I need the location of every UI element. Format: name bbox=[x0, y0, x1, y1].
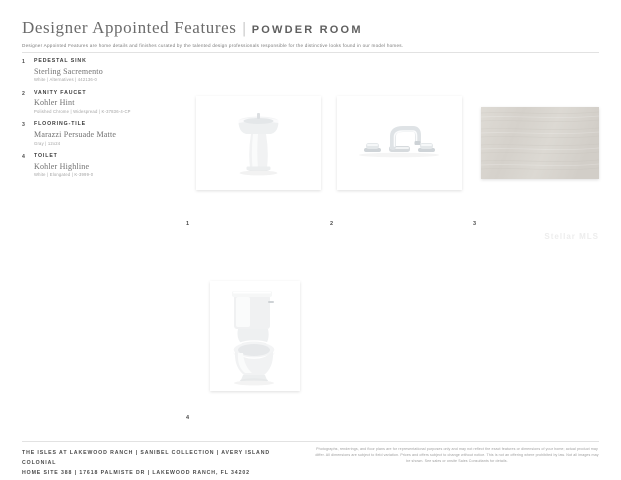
toilet-photo bbox=[210, 281, 300, 391]
tile-texture bbox=[481, 107, 599, 179]
page-title-sub: POWDER ROOM bbox=[251, 24, 363, 36]
image-label-1: 1 bbox=[186, 221, 190, 227]
image-label-3: 3 bbox=[473, 221, 477, 227]
page-header bbox=[22, 18, 599, 49]
page-title bbox=[22, 18, 599, 38]
pedestal-sink-illustration bbox=[196, 96, 321, 190]
legend-category: TOILET bbox=[34, 153, 58, 160]
feature-legend bbox=[22, 58, 174, 185]
legend-number: 3 bbox=[22, 122, 25, 129]
legend-number: 2 bbox=[22, 90, 25, 97]
legend-product-description: White | Alternatives | 442136-0 bbox=[34, 77, 98, 83]
legend-product-description: White | Elongated | K-3999-0 bbox=[34, 172, 94, 178]
vanity-faucet-illustration bbox=[337, 96, 462, 190]
list-item bbox=[22, 121, 174, 147]
list-item bbox=[22, 153, 174, 179]
legend-product-name: Kohler Hint bbox=[34, 98, 75, 108]
legend-product-name: Kohler Highline bbox=[34, 161, 90, 171]
page-title-main: Designer Appointed Features bbox=[22, 18, 237, 37]
page-title-separator: | bbox=[242, 20, 246, 37]
toilet-illustration bbox=[210, 281, 300, 391]
image-label-2: 2 bbox=[330, 221, 334, 227]
legend-number: 1 bbox=[22, 59, 25, 65]
footer-divider bbox=[22, 441, 599, 442]
header-divider bbox=[22, 52, 599, 53]
page-subtitle: Designer Appointed Features are home details and finishes curated by the talented design professionals responsible for the distinctive looks found in our model homes. bbox=[22, 43, 404, 48]
legend-product-name: Marazzi Persuade Matte bbox=[34, 130, 117, 140]
legend-number: 4 bbox=[22, 154, 25, 161]
pedestal-sink-photo bbox=[196, 96, 321, 190]
footer-community-info bbox=[22, 449, 302, 479]
watermark: Stellar MLS bbox=[544, 232, 599, 241]
list-item bbox=[22, 90, 174, 116]
flooring-tile-sample bbox=[481, 107, 599, 179]
image-label-4: 4 bbox=[186, 415, 190, 421]
legend-product-description: Gray | 12x24 bbox=[34, 140, 61, 146]
list-item bbox=[22, 58, 174, 84]
legend-product-description: Polished Chrome | Widespread | K-37836-4-CP bbox=[34, 109, 131, 115]
legend-category: VANITY FAUCET bbox=[34, 89, 87, 96]
footer-line-1: THE ISLES AT LAKEWOOD RANCH | SANIBEL COLLECTION | AVERY ISLAND COLONIAL bbox=[22, 450, 270, 466]
legend-category: FLOORING-TILE bbox=[34, 121, 87, 128]
legend-category: PEDESTAL SINK bbox=[34, 58, 87, 64]
footer-disclaimer: Photographs, renderings, and floor plans are for representational purposes only and may not reflect the exact features or dimensions of your home; actual product may differ. All dimensions are subject to field variation. Prices and offers subject to change without notice. This is not an offering where prohibited by law. Not all images may be shown. See sales or onsite Sales Consultants for details. bbox=[315, 447, 599, 463]
legend-product-name: Sterling Sacremento bbox=[34, 66, 103, 76]
footer-line-2: HOME SITE 388 | 17618 PALMISTE DR | LAKEWOOD RANCH, FL 34202 bbox=[22, 469, 250, 476]
vanity-faucet-photo bbox=[337, 96, 462, 190]
